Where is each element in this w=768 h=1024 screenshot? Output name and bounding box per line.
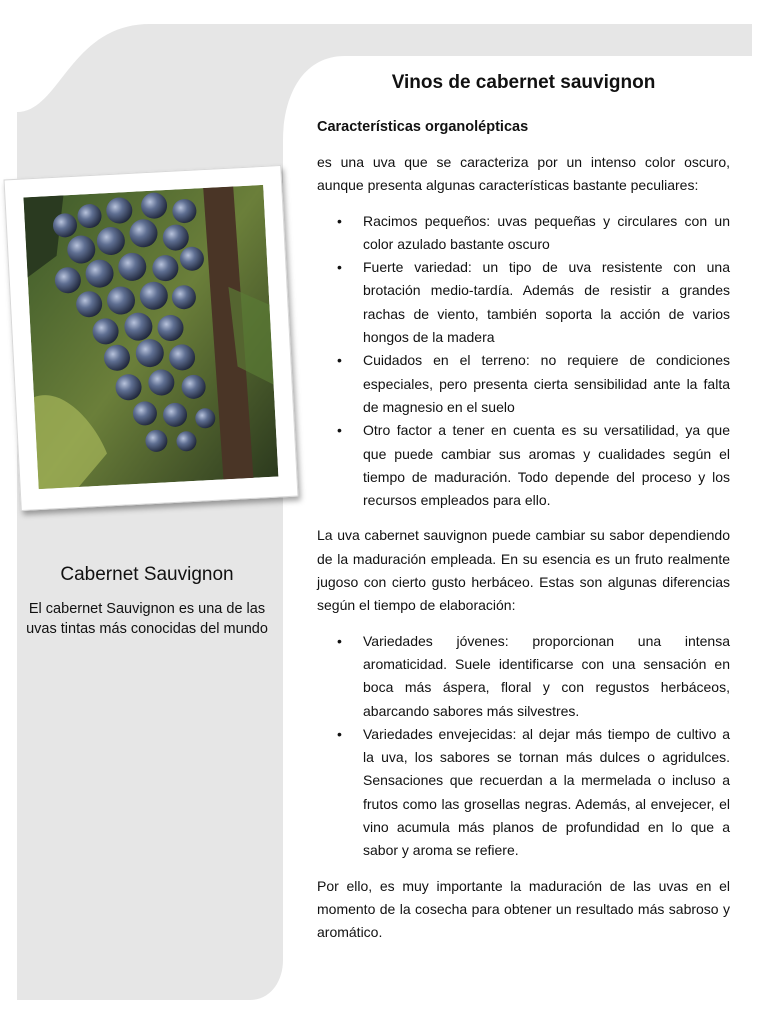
characteristics-list — [317, 210, 730, 513]
grape-photo-frame — [4, 165, 299, 511]
maturation-paragraph: La uva cabernet sauvignon puede cambiar su sabor dependiendo de la maduración empleada. En su esencia es un fruto realmente jugoso con cierto gusto herbáceo. Estas son algunas diferencias según el tiempo de elaboración: — [317, 527, 730, 614]
article-title: Vinos de cabernet sauvignon — [391, 72, 656, 93]
article-subtitle: Características organolépticas — [317, 119, 529, 135]
sidebar-title: Cabernet Sauvignon — [60, 564, 234, 585]
conclusion-paragraph: Por ello, es muy importante la maduración de las uvas en el momento de la cosecha para obtener un resultado más sabroso y aromático. — [317, 877, 730, 941]
list-item: • Cuidados en el terreno: no requiere de condiciones especiales, pero presenta cierta sensibilidad ante la falta de magnesio en el suelo — [317, 349, 730, 419]
sidebar-description: El cabernet Sauvignon es una de las uvas tintas más conocidas del mundo — [26, 601, 268, 637]
grape-cluster-image — [23, 185, 278, 489]
intro-paragraph: es una uva que se caracteriza por un intenso color oscuro, aunque presenta algunas características bastante peculiares: — [317, 154, 730, 194]
list-item: • Variedades envejecidas: al dejar más tiempo de cultivo a la uva, los sabores se tornan más dulces o agridulces. Sensaciones que recuerdan a la mermelada o incluso a frutos como las grosellas negras. Además, al envejecer, el vino acumula más planos de profundidad en lo que a sabor y aroma se refiere. — [317, 723, 730, 863]
varieties-list — [317, 630, 730, 863]
article-content — [317, 68, 730, 957]
list-item: • Fuerte variedad: un tipo de uva resistente con una brotación medio-tardía. Además de resistir a grandes rachas de viento, también soporta la acción de varios hongos de la madera — [317, 256, 730, 349]
list-item: • Variedades jóvenes: proporcionan una intensa aromaticidad. Suele identificarse con una sensación en boca más áspera, floral y con regustos herbáceos, abarcando sabores más silvestres. — [317, 630, 730, 723]
list-item: • Racimos pequeños: uvas pequeñas y circulares con un color azulado bastante oscuro — [317, 210, 730, 257]
list-item: • Otro factor a tener en cuenta es su versatilidad, ya que que puede cambiar sus aromas y cualidades según el tiempo de maduración. Todo depende del proceso y los recursos empleados para ello. — [317, 419, 730, 512]
